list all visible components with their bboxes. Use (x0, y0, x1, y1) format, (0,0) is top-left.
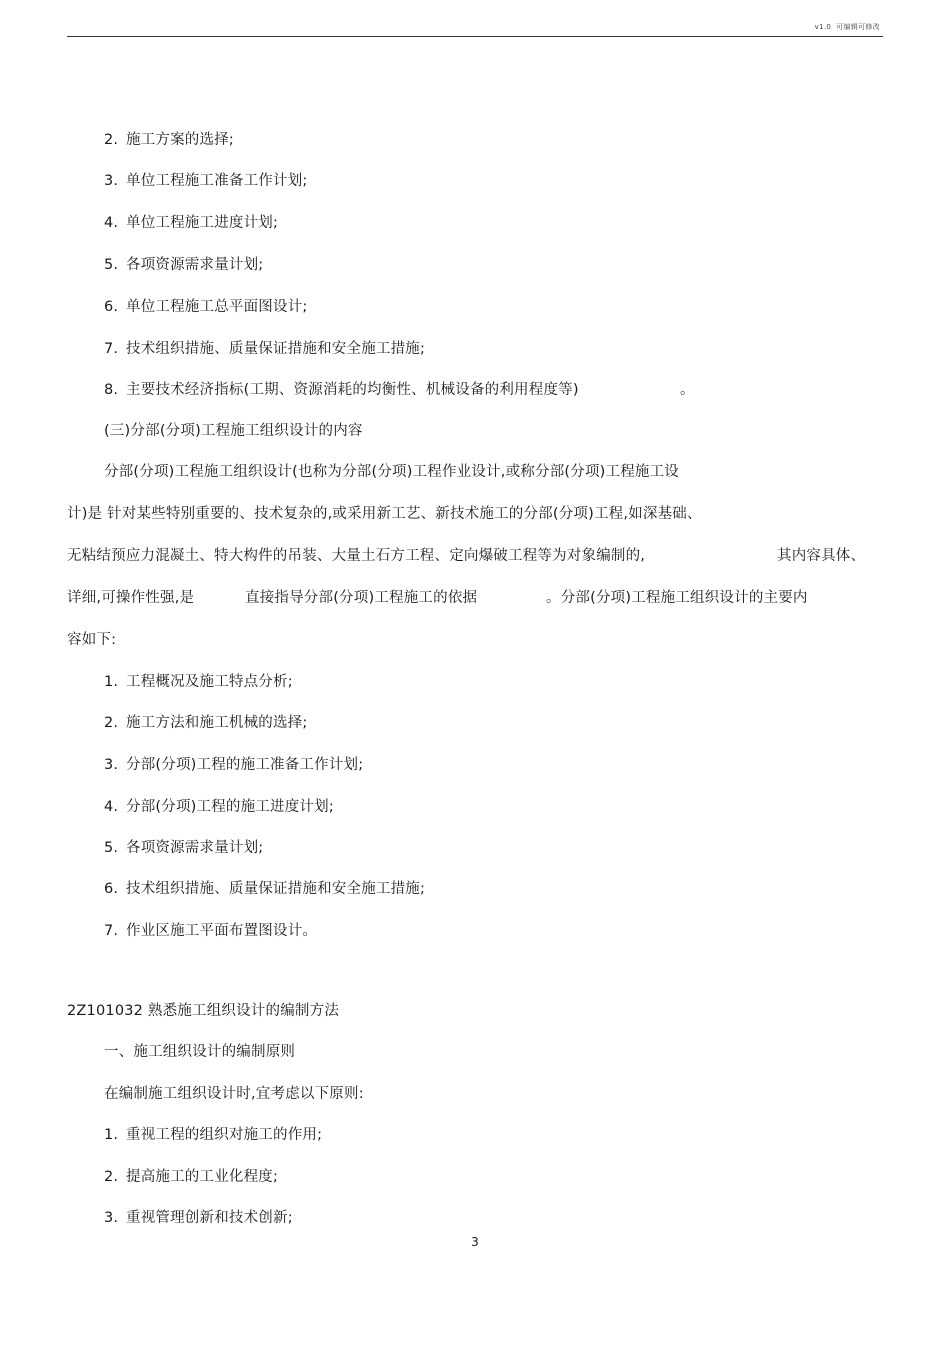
page-number: 3 (471, 1235, 479, 1249)
list-end-mark: 。 (680, 382, 695, 398)
list-item: 3. 重视管理创新和技术创新; (104, 1210, 293, 1226)
section-code-heading: 2Z101032 熟悉施工组织设计的编制方法 (67, 1003, 340, 1019)
subsection-heading: 一、施工组织设计的编制原则 (104, 1044, 296, 1060)
paragraph-line: 详细,可操作性强,是 (67, 590, 195, 606)
paragraph-line: 其内容具体、 (777, 548, 866, 564)
version-label: v1.0 (814, 23, 832, 31)
list-item: 7. 技术组织措施、质量保证措施和安全施工措施; (104, 341, 426, 357)
list-item: 6. 技术组织措施、质量保证措施和安全施工措施; (104, 881, 426, 897)
list-item: 2. 提高施工的工业化程度; (104, 1169, 279, 1185)
list-item: 5. 各项资源需求量计划; (104, 257, 264, 273)
list-item: 4. 分部(分项)工程的施工进度计划; (104, 799, 334, 815)
paragraph-line: 。分部(分项)工程施工组织设计的主要内 (546, 590, 808, 606)
list-item: 2. 施工方案的选择; (104, 132, 234, 148)
paragraph-line: 计)是 针对某些特别重要的、技术复杂的,或采用新工艺、新技术施工的分部(分项)工程,如深基础、 (67, 506, 702, 522)
page-header-note (815, 22, 880, 32)
editable-note: 可编辑可修改 (836, 23, 880, 31)
paragraph-line: 容如下: (67, 632, 117, 648)
list-item: 1. 工程概况及施工特点分析; (104, 674, 293, 690)
paragraph-line: 无粘结预应力混凝土、特大构件的吊装、大量土石方工程、定向爆破工程等为对象编制的, (67, 548, 646, 564)
paragraph-line: 直接指导分部(分项)工程施工的依据 (245, 590, 478, 606)
list-item: 5. 各项资源需求量计划; (104, 840, 264, 856)
list-item: 8. 主要技术经济指标(工期、资源消耗的均衡性、机械设备的利用程度等) (104, 382, 579, 398)
list-item: 2. 施工方法和施工机械的选择; (104, 715, 308, 731)
paragraph-line: 分部(分项)工程施工组织设计(也称为分部(分项)工程作业设计,或称分部(分项)工程施工设 (104, 464, 680, 480)
principles-intro: 在编制施工组织设计时,宜考虑以下原则: (104, 1086, 364, 1102)
list-item: 4. 单位工程施工进度计划; (104, 215, 279, 231)
list-item: 7. 作业区施工平面布置图设计。 (104, 923, 318, 939)
header-rule (67, 36, 883, 37)
list-item: 3. 单位工程施工准备工作计划; (104, 173, 308, 189)
list-item: 3. 分部(分项)工程的施工准备工作计划; (104, 757, 364, 773)
section-heading: (三)分部(分项)工程施工组织设计的内容 (104, 423, 363, 439)
list-item: 6. 单位工程施工总平面图设计; (104, 299, 308, 315)
list-item: 1. 重视工程的组织对施工的作用; (104, 1127, 323, 1143)
